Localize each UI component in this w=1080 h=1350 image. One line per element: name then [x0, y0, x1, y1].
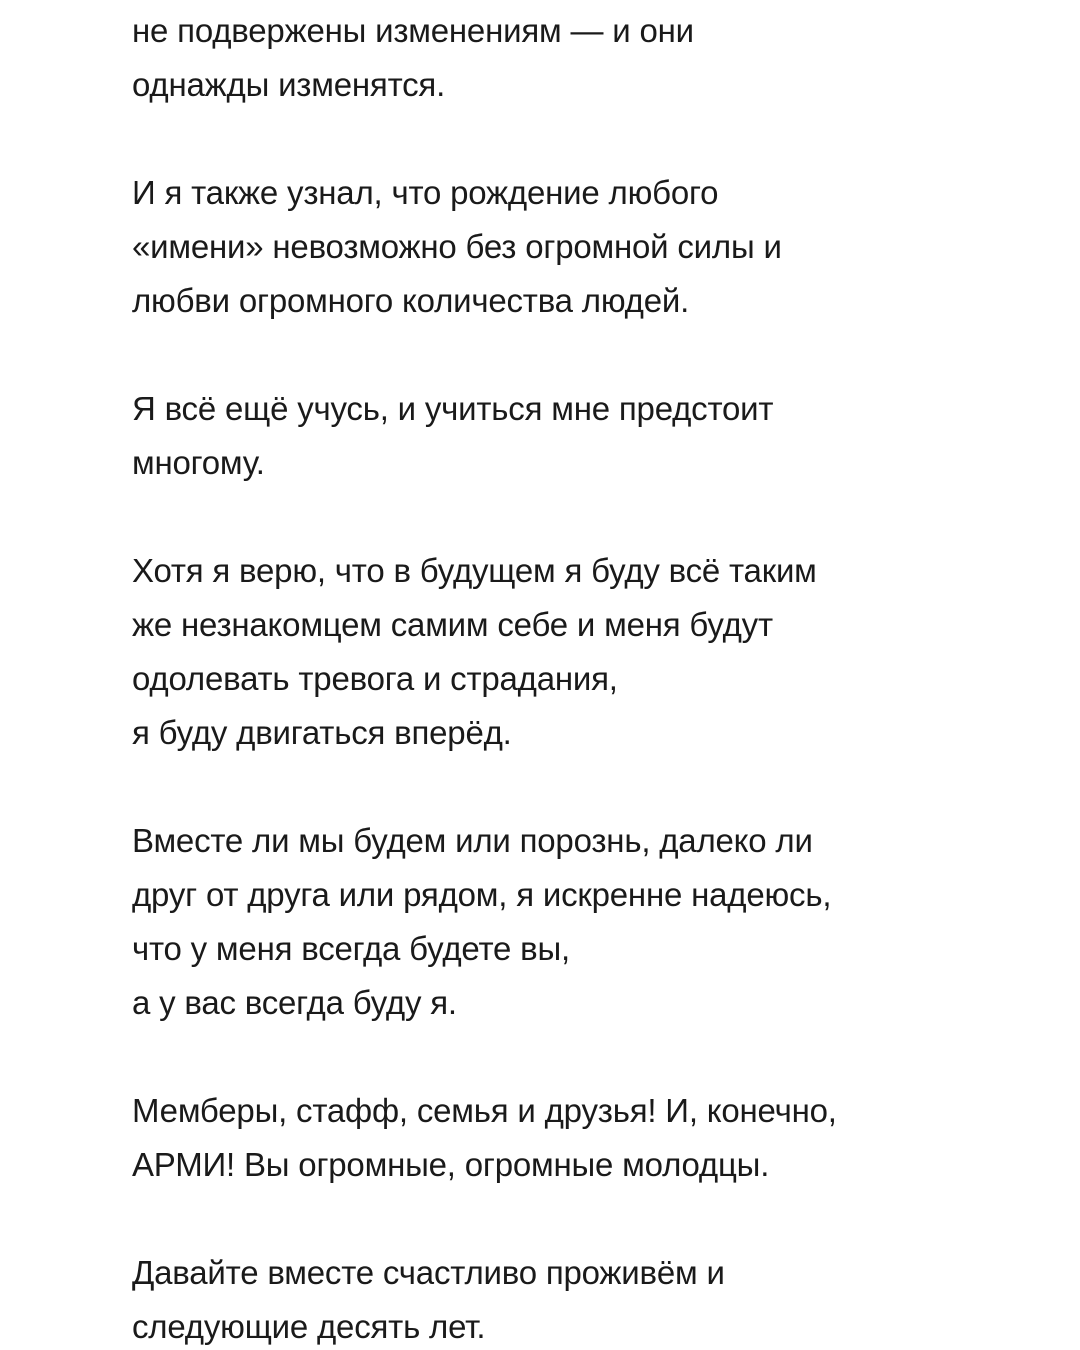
text-line: же незнакомцем самим себе и меня будут	[132, 606, 773, 643]
text-line: Хотя я верю, что в будущем я буду всё таким	[132, 552, 817, 589]
text-line: а у вас всегда буду я.	[132, 984, 457, 1021]
paragraph-5	[132, 814, 992, 1030]
text-line: И я также узнал, что рождение любого	[132, 174, 719, 211]
text-line: АРМИ! Вы огромные, огромные молодцы.	[132, 1146, 770, 1183]
text-line: Мемберы, стафф, семья и друзья! И, конечно,	[132, 1092, 837, 1129]
text-line: Я всё ещё учусь, и учиться мне предстоит	[132, 390, 774, 427]
text-line: Давайте вместе счастливо проживём и	[132, 1254, 725, 1291]
text-line: не подвержены изменениям — и они	[132, 12, 694, 49]
text-line: я буду двигаться вперёд.	[132, 714, 512, 751]
paragraph-4	[132, 544, 992, 760]
text-line: друг от друга или рядом, я искренне надеюсь,	[132, 876, 832, 913]
text-line: любви огромного количества людей.	[132, 282, 690, 319]
paragraph-2	[132, 166, 992, 328]
text-line: «имени» невозможно без огромной силы и	[132, 228, 782, 265]
text-line: что у меня всегда будете вы,	[132, 930, 570, 967]
text-line: следующие десять лет.	[132, 1308, 486, 1345]
text-line: одолевать тревога и страдания,	[132, 660, 618, 697]
letter-text-column	[132, 4, 992, 1350]
paragraph-1	[132, 4, 992, 112]
paragraph-6	[132, 1084, 992, 1192]
text-line: Вместе ли мы будем или порознь, далеко ли	[132, 822, 813, 859]
text-line: однажды изменятся.	[132, 66, 446, 103]
text-line: многому.	[132, 444, 265, 481]
paragraph-3	[132, 382, 992, 490]
paragraph-7	[132, 1246, 992, 1350]
